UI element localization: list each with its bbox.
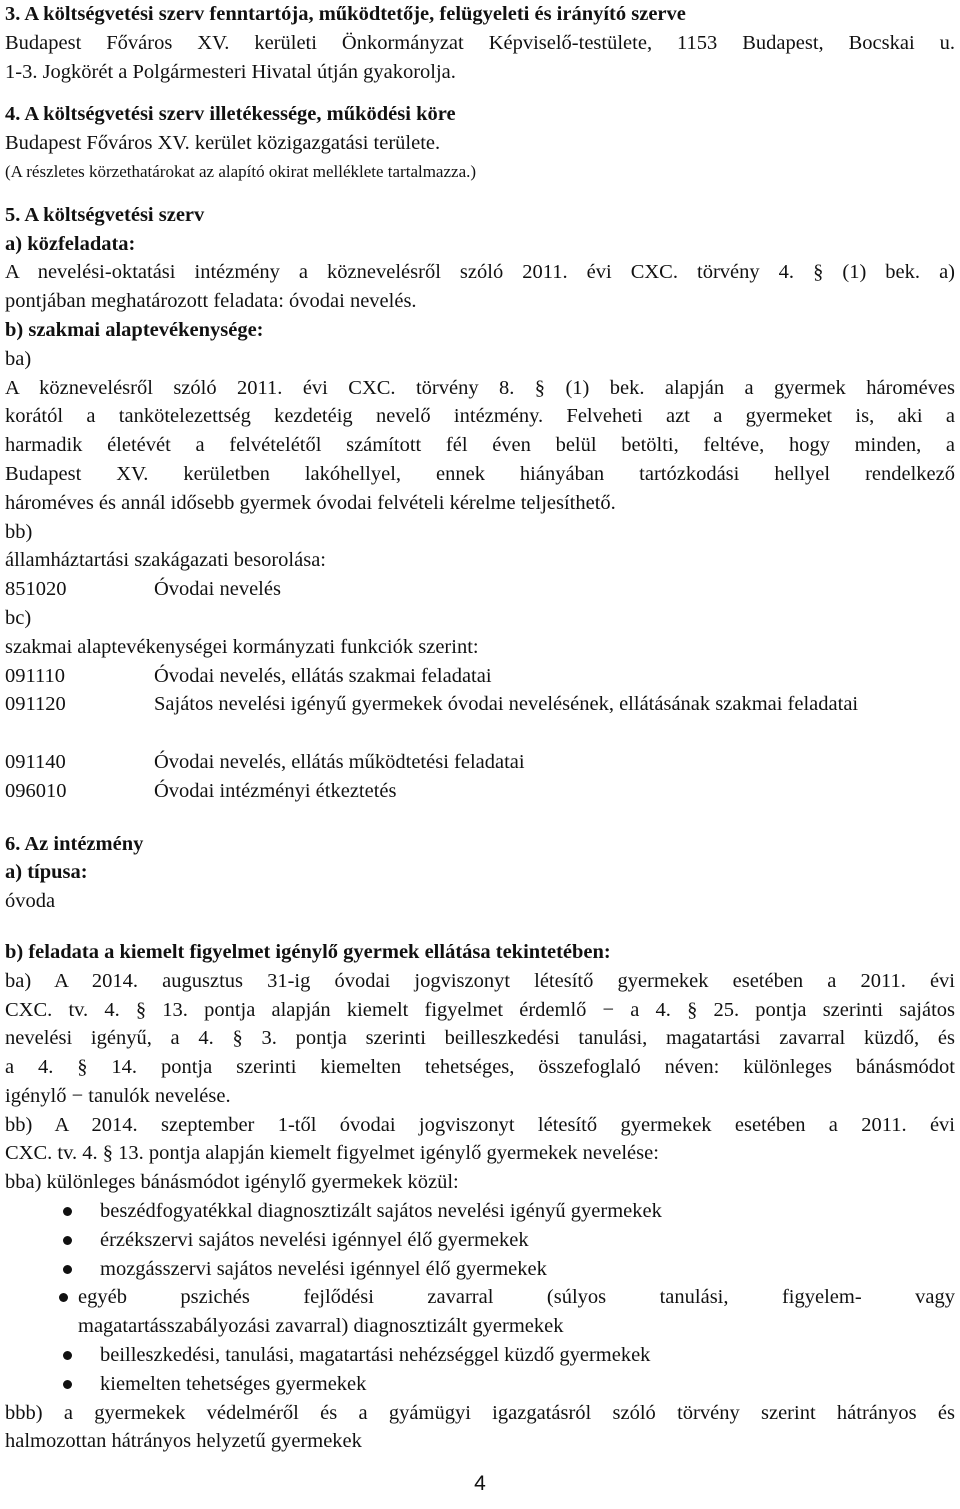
list-item-text: beszédfogyatékkal diagnosztizált sajátos nevelési igényű gyermekek [100,1200,662,1223]
section-5ba-text: hároméves és annál idősebb gyermek óvodai felvételi kérelme teljesíthető. [5,491,616,514]
section-5bc-label: bc) [5,606,32,629]
section-5b-heading: b) szakmai alaptevékenysége: [5,318,264,341]
bullet-list [5,1197,955,1399]
list-item-text: mozgásszervi sajátos nevelési igénnyel élő gyermekek [100,1257,547,1280]
code-description: Óvodai nevelés, ellátás működtetési feladatai [154,750,525,773]
section-5-heading: 5. A költségvetési szerv [5,203,205,226]
code-number: 091140 [5,750,66,773]
code-row [5,662,955,691]
section-6bbb-text: bbb) a gyermekek védelméről és a gyámügyi igazgatásról szóló törvény szerint hátrányos és [5,1401,955,1424]
code-number: 091110 [5,664,65,687]
list-item [5,1283,955,1341]
code-row [5,575,955,604]
section-4-text: Budapest Főváros XV. kerület közigazgatási területe. [5,132,441,155]
section-6-heading: 6. Az intézmény [5,832,144,855]
section-5ba-text: A köznevelésről szóló 2011. évi CXC. törvény 8. § (1) bek. alapján a gyermek hároméves [5,376,955,399]
code-description: Óvodai nevelés, ellátás szakmai feladatai [154,664,492,687]
section-5ba-label: ba) [5,347,32,370]
section-4 [5,100,955,186]
section-6ba-text: a 4. § 14. pontja szerinti kiemelten tehetséges, összefoglaló néven: különleges bánásmódot [5,1056,955,1079]
section-6 [5,830,955,1457]
section-6ba-text: CXC. tv. 4. § 13. pontja alapján kiemelt figyelmet érdemlő − a 4. § 25. pontja szerinti sajátos [5,998,955,1021]
section-6bb-text: CXC. tv. 4. § 13. pontja alapján kiemelt figyelmet igénylő gyermekek nevelése: [5,1142,659,1165]
code-description: Óvodai intézményi étkeztetés [154,779,397,802]
list-item [5,1370,955,1399]
section-6a-value: óvoda [5,890,56,913]
section-6bba-heading: bba) különleges bánásmódot igénylő gyermekek közül: [5,1171,459,1194]
list-item [5,1197,955,1226]
section-5bc-heading: szakmai alaptevékenységei kormányzati funkciók szerint: [5,635,479,658]
bullet-icon [63,1380,72,1389]
section-6b-heading: b) feladata a kiemelt figyelmet igénylő gyermek ellátása tekintetében: [5,940,611,963]
section-6a-heading: a) típusa: [5,861,88,884]
bullet-icon [63,1207,72,1216]
list-item [5,1255,955,1284]
section-5 [5,201,955,806]
code-row [5,748,955,777]
list-item-text: egyéb pszichés fejlődési zavarral (súlyos tanulási, figyelem- vagy [78,1286,955,1309]
code-number: 851020 [5,578,67,601]
section-3 [5,0,955,86]
list-item-text: érzékszervi sajátos nevelési igénnyel élő gyermekek [100,1228,529,1251]
bullet-icon [63,1351,72,1360]
section-5bb-label: bb) [5,520,33,543]
code-description: Óvodai nevelés [154,578,281,601]
section-3-heading: 3. A költségvetési szerv fenntartója, működtetője, felügyeleti és irányító szerve [5,3,686,25]
section-3-text: Budapest Főváros XV. kerületi Önkormányzat Képviselő-testülete, 1153 Budapest, Bocskai u. [5,31,955,54]
list-item-text: magatartásszabályozási zavarral) diagnosztizált gyermekek [78,1315,564,1338]
page-number: 4 [474,1472,486,1495]
code-number: 091120 [5,693,66,716]
section-6bbb-text: halmozottan hátrányos helyzetű gyermekek [5,1430,362,1453]
section-5a-heading: a) közfeladata: [5,232,136,255]
section-5ba-text: Budapest XV. kerületben lakóhellyel, ennek hiányában tartózkodási hellyel rendelkező [5,462,955,485]
section-5ba-text: korától a tankötelezettség kezdetéig nevelő intézmény. Felveheti azt a gyermeket is, aki a [5,405,955,428]
list-item [5,1226,955,1255]
section-5a-text: A nevelési-oktatási intézmény a köznevelésről szóló 2011. évi CXC. törvény 4. § (1) bek. a) [5,261,955,284]
code-row [5,777,955,806]
section-6ba-text: ba) A 2014. augusztus 31-ig óvodai jogviszonyt létesítő gyermekek esetében a 2011. évi [5,969,955,992]
code-row [5,690,955,748]
section-6ba-text: nevelési igényű, a 4. § 3. pontja szerinti beilleszkedési tanulási, magatartási zavarral küzdő, és [5,1027,955,1050]
section-5ba-text: harmadik életévét a felvételétől számított fél éven belül betölti, feltéve, hogy minden, a [5,434,955,457]
bullet-icon [63,1236,72,1245]
code-description: Sajátos nevelési igényű gyermekek óvodai nevelésének, ellátásának szakmai feladatai [154,693,859,716]
document-page [5,0,955,1456]
section-4-note: (A részletes körzethatárokat az alapító okirat melléklete tartalmazza.) [5,161,477,181]
code-number: 096010 [5,779,67,802]
bullet-icon [63,1265,72,1274]
section-3-text: 1-3. Jogkörét a Polgármesteri Hivatal útján gyakorolja. [5,60,456,83]
bullet-icon [59,1293,68,1302]
section-5bb-heading: államháztartási szakágazati besorolása: [5,549,327,572]
section-6bb-text: bb) A 2014. szeptember 1-től óvodai jogviszonyt létesítő gyermekek esetében a 2011. évi [5,1113,955,1136]
list-item-text: beilleszkedési, tanulási, magatartási nehézséggel küzdő gyermekek [100,1344,651,1367]
list-item-text: kiemelten tehetséges gyermekek [100,1372,367,1395]
section-4-heading: 4. A költségvetési szerv illetékessége, működési köre [5,103,456,126]
section-5a-text: pontjában meghatározott feladata: óvodai nevelés. [5,290,417,313]
section-6ba-text: igénylő − tanulók nevelése. [5,1084,231,1107]
list-item [5,1341,955,1370]
